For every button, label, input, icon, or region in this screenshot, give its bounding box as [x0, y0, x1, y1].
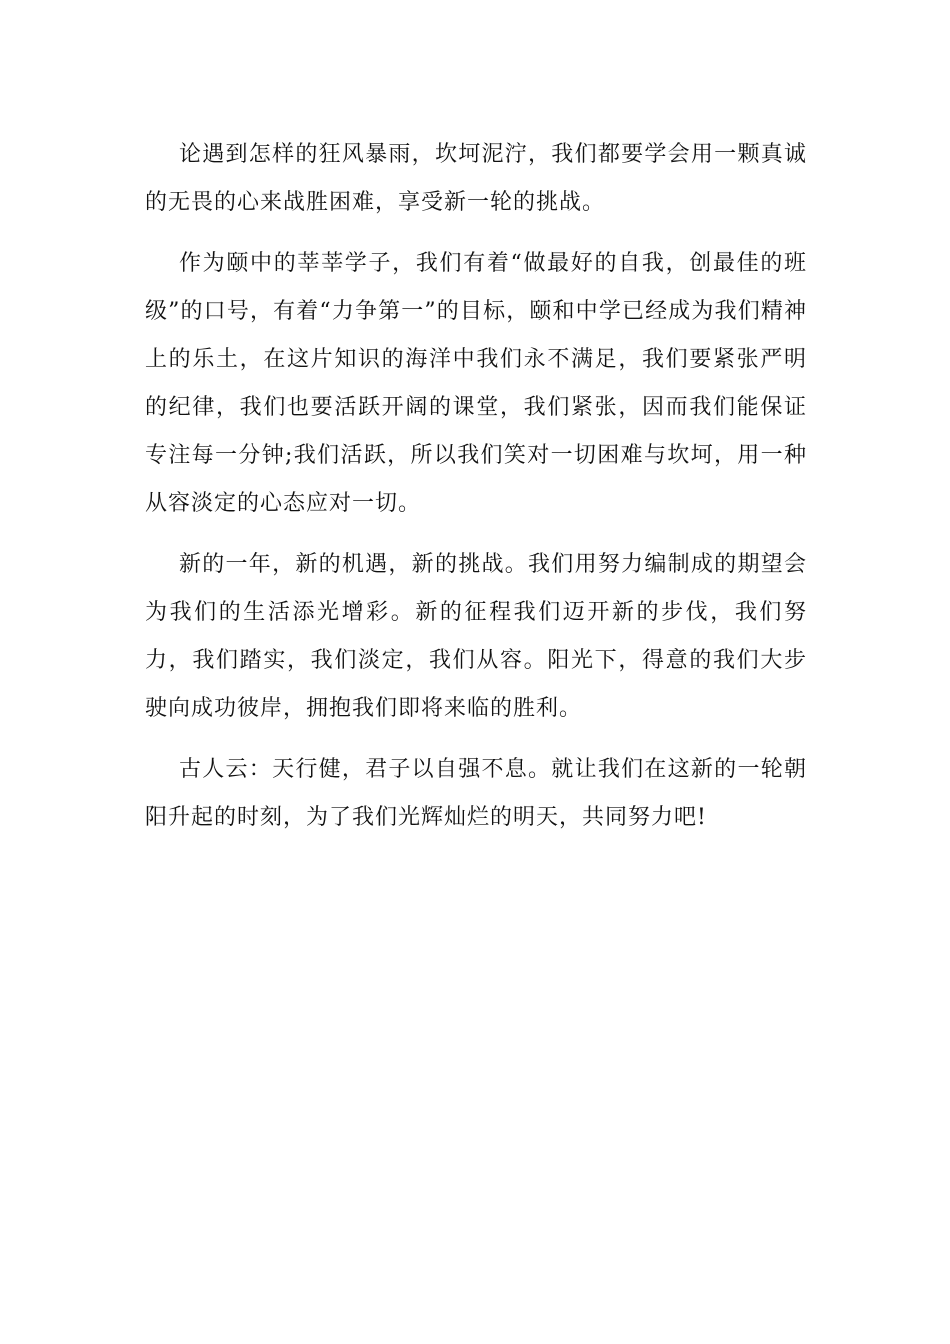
document-body	[145, 131, 807, 855]
paragraph: 论遇到怎样的狂风暴雨，坎坷泥泞，我们都要学会用一颗真诚的无畏的心来战胜困难，享受新一轮的挑战。	[145, 142, 807, 215]
paragraph: 作为颐中的莘莘学子，我们有着“做最好的自我，创最佳的班级”的口号，有着“力争第一”的目标，颐和中学已经成为我们精神上的乐土，在这片知识的海洋中我们永不满足，我们要紧张严明的纪律，我们也要活跃开阔的课堂，我们紧张，因而我们能保证专注每一分钟;我们活跃，所以我们笑对一切困难与坎坷，用一种从容淡定的心态应对一切。	[145, 251, 807, 516]
paragraph: 古人云：天行健，君子以自强不息。就让我们在这新的一轮朝阳升起的时刻，为了我们光辉灿烂的明天，共同努力吧!	[145, 757, 807, 830]
paragraph: 新的一年，新的机遇，新的挑战。我们用努力编制成的期望会为我们的生活添光增彩。新的征程我们迈开新的步伐，我们努力，我们踏实，我们淡定，我们从容。阳光下，得意的我们大步驶向成功彼岸，拥抱我们即将来临的胜利。	[145, 552, 807, 721]
